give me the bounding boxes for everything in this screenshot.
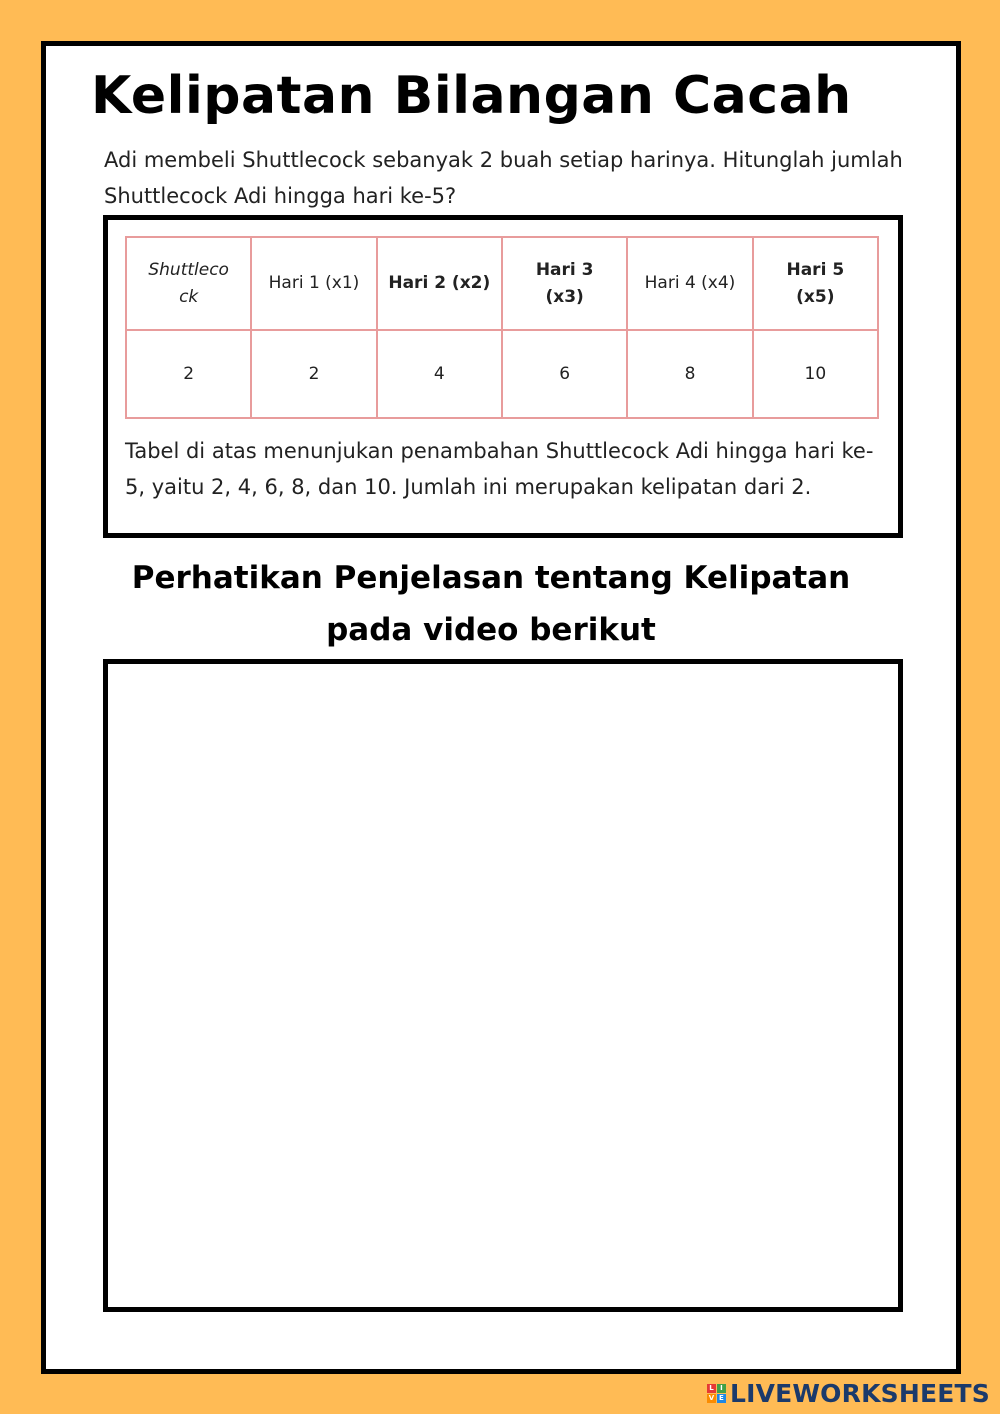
table-header-cell: Hari 2 (x2) — [377, 237, 502, 330]
example-box — [103, 215, 903, 538]
logo-letter: E — [717, 1394, 726, 1403]
table-header-cell: Hari 5 (x5) — [753, 237, 878, 330]
page-title: Kelipatan Bilangan Cacah — [91, 66, 852, 126]
logo-letter: V — [708, 1394, 715, 1402]
logo-letter: I — [717, 1384, 726, 1393]
video-placeholder[interactable] — [103, 659, 903, 1312]
logo-letter: L — [707, 1384, 716, 1393]
table-value-cell: 4 — [377, 330, 502, 418]
video-heading-line: pada video berikut — [326, 612, 656, 648]
table-value-cell: 10 — [753, 330, 878, 418]
table-header-cell: Hari 4 (x4) — [627, 237, 752, 330]
watermark-text: LIVEWORKSHEETS — [729, 1379, 990, 1408]
table-header-row — [126, 237, 878, 330]
table-value-cell: 8 — [627, 330, 752, 418]
table-value-row — [126, 330, 878, 418]
worksheet-page — [41, 41, 961, 1374]
video-heading — [86, 552, 896, 656]
table-value-cell: 2 — [126, 330, 251, 418]
table-header-cell: Hari 3 (x3) — [502, 237, 627, 330]
table-header-cell: Shuttleco ck — [126, 237, 251, 330]
table-value-cell: 6 — [502, 330, 627, 418]
table-value-cell: 2 — [251, 330, 376, 418]
video-heading-line: Perhatikan Penjelasan tentang Kelipatan — [131, 560, 851, 596]
table-header-cell: Hari 1 (x1) — [251, 237, 376, 330]
liveworksheets-logo-icon — [707, 1384, 726, 1403]
liveworksheets-watermark — [707, 1379, 990, 1408]
intro-question: Adi membeli Shuttlecock sebanyak 2 buah setiap harinya. Hitunglah jumlah Shuttlecock Adi hingga hari ke-5? — [104, 148, 903, 208]
multiples-table — [125, 236, 879, 419]
table-explanation: Tabel di atas menunjukan penambahan Shuttlecock Adi hingga hari ke-5, yaitu 2, 4, 6, 8, dan 10. Jumlah ini merupakan kelipatan dari 2. — [125, 439, 874, 499]
